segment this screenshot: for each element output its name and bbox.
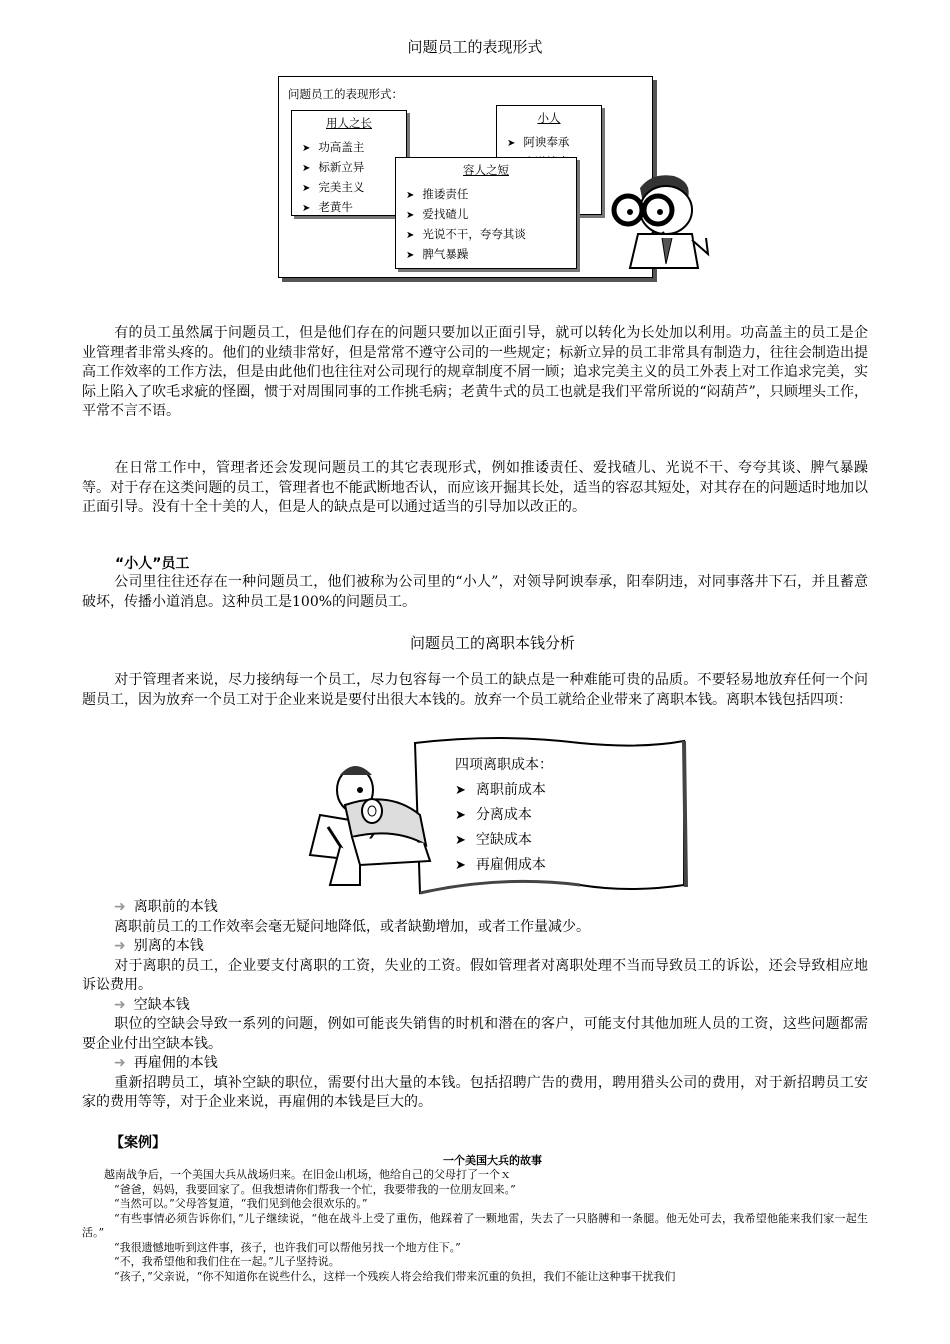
section-title-2: 问题员工的离职本钱分析: [409, 634, 575, 652]
list-item: ➤ 离职前成本: [455, 778, 553, 803]
paragraph: 有的员工虽然属于问题员工，但是他们存在的问题只要加以正面引导，就可以转化为长处加以利用。功高盖主的员工是企业管理者非常头疼的。他们的业绩非常好，但是常常不遵守公司的一些规定；标新立异的员工非常具有制造力，往往会制造出提高工作效率的工作方法，但是由此他们也往往对公司现行的规章制度不屑一顾；追求完美主义的员工外表上对工作追求完美，实际上陷入了吹毛求疵的怪圈，惯于对周围同事的工作挑毛病；老黄牛式的员工也就是我们平常所说的“闷葫芦”，只顾埋头工作，平常不言不语。: [82, 325, 868, 419]
arrow-right-icon: ➜: [114, 1055, 126, 1071]
list-item: ➤ 推诿责任: [406, 184, 576, 204]
diagram-heading: 问题员工的表现形式：: [288, 87, 403, 101]
arrow-right-icon: ➜: [114, 899, 126, 915]
box-use-strengths: [291, 110, 407, 216]
list-item: ➤ 光说不干，夸夸其谈: [406, 224, 576, 244]
list-item: ➤ 完美主义: [302, 177, 406, 197]
subheading: “小人”员工: [115, 556, 190, 572]
box-title: 用人之长: [326, 116, 372, 130]
list-item: ➤ 阿谀奉承: [507, 132, 601, 152]
cartoon-man-glasses-illustration: [602, 168, 722, 274]
list-item: ➤ 老黄牛: [302, 197, 406, 217]
list-item: ➤ 再雇佣成本: [455, 853, 553, 878]
story-line: “孩子，”父亲说，“你不知道你在说些什么，这样一个残疾人将会给我们带来沉重的负担，我们不能让这种事干扰我们: [114, 1269, 676, 1283]
cost-item: ➜ 离职前的本钱 离职前员工的工作效率会毫无疑问地降低，或者缺勤增加，或者工作量减少。 ➜ 别离的本钱 对于离职的员工，企业要支付离职的工资，失业的工资。假如管理者对离职处理不当而导致员工的诉讼，还会导致相应地诉讼费用。 ➜ 空缺本钱 职位的空缺会导致一系列的问题，例如可能丧失销售的时机和潜在的客户，可能支付其他加班人员的工资，这些问题都需要企业付出空缺本钱。 ➜ 再雇佣的本钱 重新招聘员工，填补空缺的职位，需要付出大量的本钱。包括招聘广告的费用，聘用猎头公司的费用，对于新招聘员工安家的费用等等，对于企业来说，再雇佣的本钱是巨大的。: [82, 899, 868, 1110]
story-line: “我很遗憾地听到这件事，孩子，也许我们可以帮他另找一个地方住下。”: [114, 1240, 461, 1254]
section-title-1: 问题员工的表现形式: [407, 38, 543, 56]
cost-list: [455, 752, 553, 878]
list-item: ➤ 功高盖主: [302, 137, 406, 157]
paragraph: 公司里往往还存在一种问题员工，他们被称为公司里的“小人”，对领导阿谀奉承，阳奉阴违，对同事落井下石，并且蓄意破坏，传播小道消息。这种员工是100%的问题员工。: [82, 574, 868, 610]
story-line: 越南战争后，一个美国大兵从战场归来。在旧金山机场，他给自己的父母打了一个ｘ: [104, 1168, 511, 1181]
story-line: “不，我希望他和我们住在一起。”儿子坚持说。: [114, 1255, 340, 1268]
paragraph: 在日常工作中，管理者还会发现问题员工的其它表现形式，例如推诿责任、爱找碴儿、光说不干、夸夸其谈、脾气暴躁等。对于存在这类问题的员工，管理者也不能武断地否认，而应该开掘其长处，适当的容忍其短处，对其存在的问题适时地加以正面引导。没有十全十美的人，但是人的缺点是可以通过适当的引导加以改正的。: [82, 460, 868, 515]
cost-list-heading: 四项离职成本：: [455, 757, 553, 773]
list-item: ➤ 空缺成本: [455, 828, 553, 853]
story-line: “当然可以。”父母答复道，“我们见到他会很欢乐的。”: [114, 1197, 368, 1210]
story-title: 一个美国大兵的故事: [443, 1154, 542, 1167]
box-title: 小人: [537, 111, 561, 125]
box-title: 容人之短: [463, 163, 509, 177]
story-line: “有些事情必须告诉你们，”儿子继续说，“他在战斗上受了重伤，他踩着了一颗地雷，失去了一只胳膊和一条腿。他无处可去，我希望他能来我们家一起生活。”: [82, 1211, 868, 1239]
arrow-right-icon: ➜: [114, 938, 126, 954]
story-text: [82, 1168, 868, 1284]
box-tolerate-weakness: [395, 157, 577, 269]
arrow-right-icon: ➜: [114, 996, 126, 1013]
list-item: ➤ 脾气暴躁: [406, 244, 576, 264]
list-item: ➤ 爱找碴儿: [406, 204, 576, 224]
story-line: “爸爸，妈妈，我要回家了。但我想请你们帮我一个忙，我要带我的一位朋友回来。”: [114, 1182, 516, 1196]
list-item: ➤ 标新立异: [302, 157, 406, 177]
paragraph: 对于管理者来说，尽力接纳每一个员工，尽力包容每一个员工的缺点是一种难能可贵的品质。不要轻易地放弃任何一个问题员工，因为放弃一个员工对于企业来说是要付出很大本钱的。放弃一个员工就给企业带来了离职本钱。离职本钱包括四项：: [82, 672, 868, 708]
list-item: ➤ 分离成本: [455, 803, 553, 828]
case-label: 【案例】: [110, 1135, 166, 1151]
